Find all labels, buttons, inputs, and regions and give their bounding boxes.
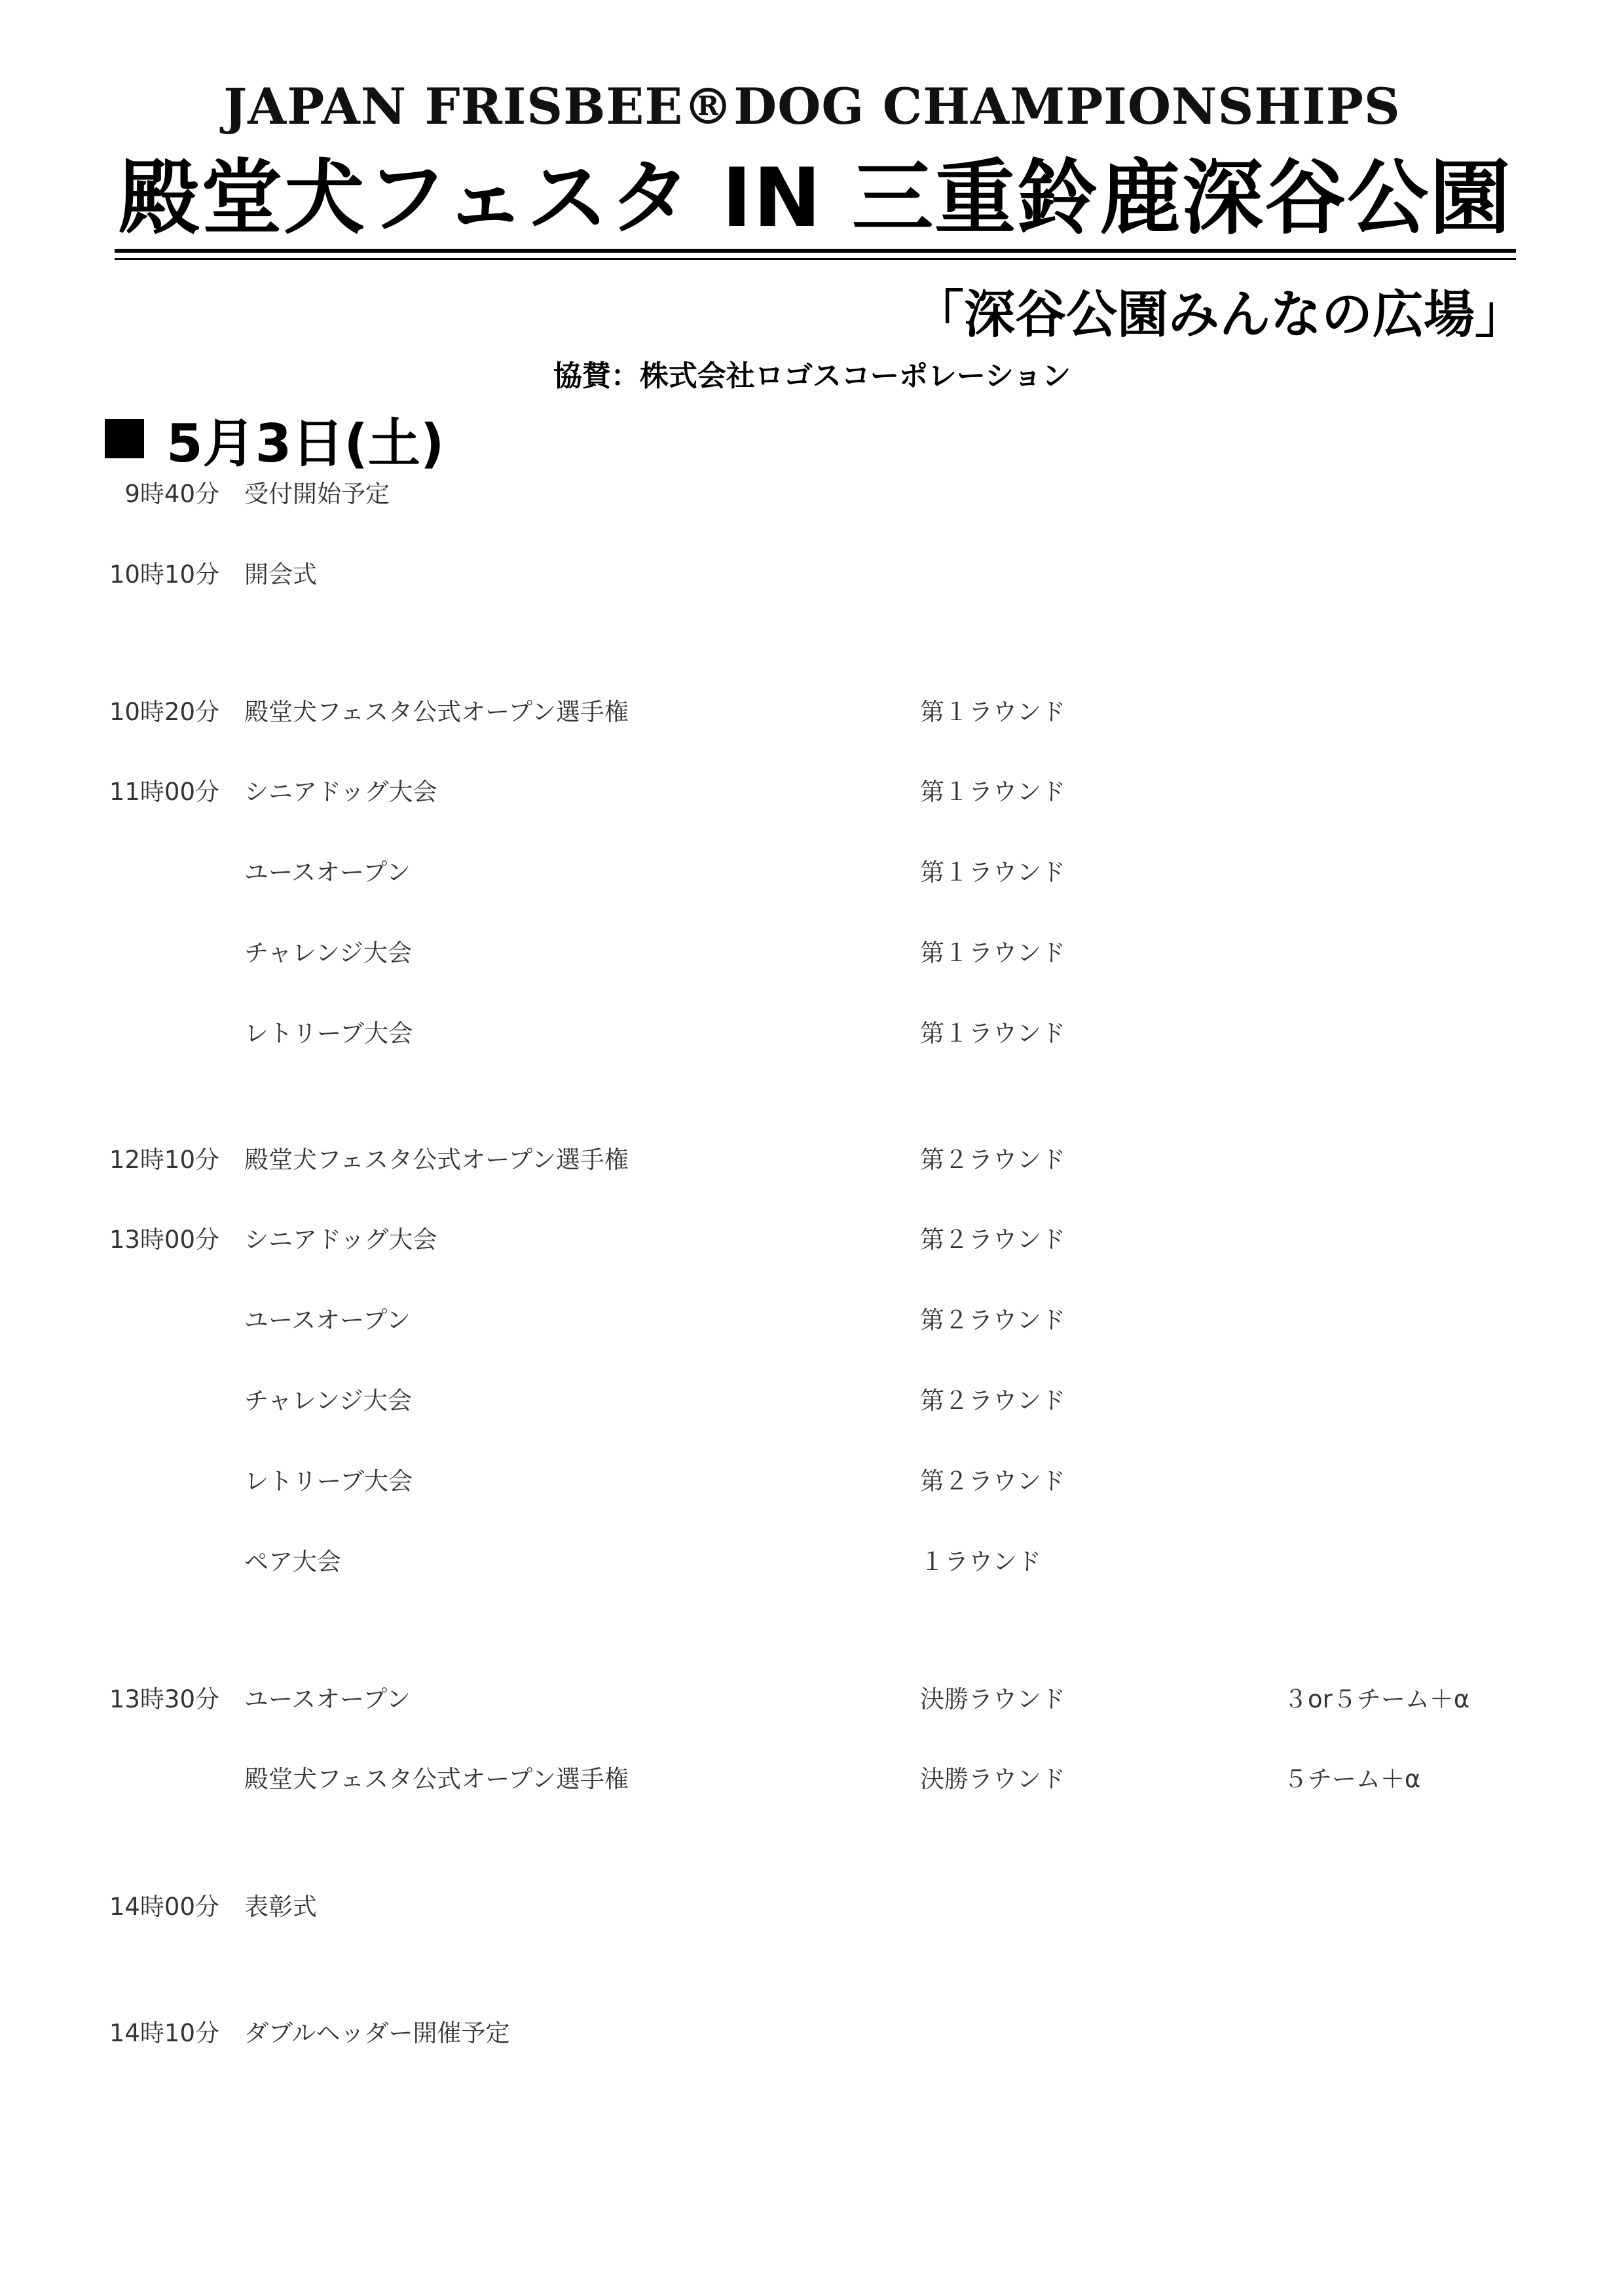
schedule-row: [0, 1381, 1624, 1421]
row-round: 決勝ラウンド: [920, 1765, 1065, 1793]
row-time: 9時40分: [124, 480, 219, 508]
date-heading: [105, 403, 444, 475]
row-event: 開会式: [244, 560, 317, 589]
row-event: 殿堂犬フェスタ公式オープン選手権: [244, 698, 629, 726]
row-round: 第２ラウンド: [920, 1226, 1065, 1254]
row-event: 殿堂犬フェスタ公式オープン選手権: [244, 1146, 629, 1174]
row-time: 10時20分: [109, 698, 219, 726]
row-event: シニアドッグ大会: [244, 778, 437, 806]
row-event: 受付開始予定: [244, 480, 390, 508]
row-time: 10時10分: [109, 560, 219, 589]
row-round: 第１ラウンド: [920, 858, 1065, 886]
schedule-row: [0, 1680, 1624, 1719]
row-round: １ラウンド: [920, 1548, 1041, 1576]
row-round: 第２ラウンド: [920, 1387, 1065, 1415]
row-round: 第１ラウンド: [920, 939, 1065, 967]
row-round: 第２ラウンド: [920, 1146, 1065, 1174]
schedule-row: [0, 1760, 1624, 1799]
main-title: 殿堂犬フェスタ IN 三重鈴鹿深谷公園: [118, 151, 1513, 246]
row-time: 11時00分: [109, 778, 219, 806]
row-event: ペア大会: [244, 1548, 341, 1576]
schedule-row: [0, 1887, 1624, 1927]
schedule-row: [0, 475, 1624, 514]
row-event: レトリーブ大会: [244, 1467, 413, 1495]
row-round: 第１ラウンド: [920, 1019, 1065, 1048]
row-round: 第２ラウンド: [920, 1306, 1065, 1334]
schedule-row: [0, 1301, 1624, 1340]
square-bullet-icon: [105, 419, 144, 458]
schedule-row: [0, 693, 1624, 732]
schedule-row: [0, 1220, 1624, 1260]
schedule-row: [0, 1014, 1624, 1053]
venue-subtitle: 「深谷公園みんなの広場」: [912, 285, 1526, 344]
row-round: 第１ラウンド: [920, 698, 1065, 726]
row-note: ３or５チーム＋α: [1283, 1685, 1470, 1713]
row-event: 表彰式: [244, 1893, 317, 1921]
schedule-row: [0, 1462, 1624, 1501]
row-event: ユースオープン: [244, 1685, 411, 1713]
row-event: 殿堂犬フェスタ公式オープン選手権: [244, 1765, 629, 1793]
schedule-row: [0, 2014, 1624, 2053]
schedule-row: [0, 853, 1624, 892]
title-underline: [115, 249, 1516, 253]
row-round: 決勝ラウンド: [920, 1685, 1065, 1713]
row-event: ダブルヘッダー開催予定: [244, 2019, 510, 2047]
row-time: 14時10分: [109, 2019, 219, 2047]
row-note: ５チーム＋α: [1283, 1765, 1421, 1793]
row-round: 第２ラウンド: [920, 1467, 1065, 1495]
schedule-row: [0, 934, 1624, 973]
row-time: 13時30分: [109, 1685, 219, 1713]
schedule-row: [0, 555, 1624, 594]
title-underline-thin: [115, 258, 1516, 260]
row-event: ユースオープン: [244, 858, 411, 886]
row-time: 14時00分: [109, 1893, 219, 1921]
schedule-row: [0, 1140, 1624, 1180]
row-event: レトリーブ大会: [244, 1019, 413, 1048]
row-time: 12時10分: [109, 1146, 219, 1174]
row-event: シニアドッグ大会: [244, 1226, 437, 1254]
schedule-row: [0, 773, 1624, 812]
date-label: 5月3日(土): [166, 412, 445, 474]
sponsor-line: 協賛：株式会社ロゴスコーポレーション: [553, 359, 1071, 393]
row-round: 第１ラウンド: [920, 778, 1065, 806]
row-time: 13時00分: [109, 1226, 219, 1254]
row-event: チャレンジ大会: [244, 939, 413, 967]
row-event: チャレンジ大会: [244, 1387, 413, 1415]
row-event: ユースオープン: [244, 1306, 411, 1334]
english-title: JAPAN FRISBEE®DOG CHAMPIONSHIPS: [223, 77, 1401, 136]
schedule-row: [0, 1542, 1624, 1582]
